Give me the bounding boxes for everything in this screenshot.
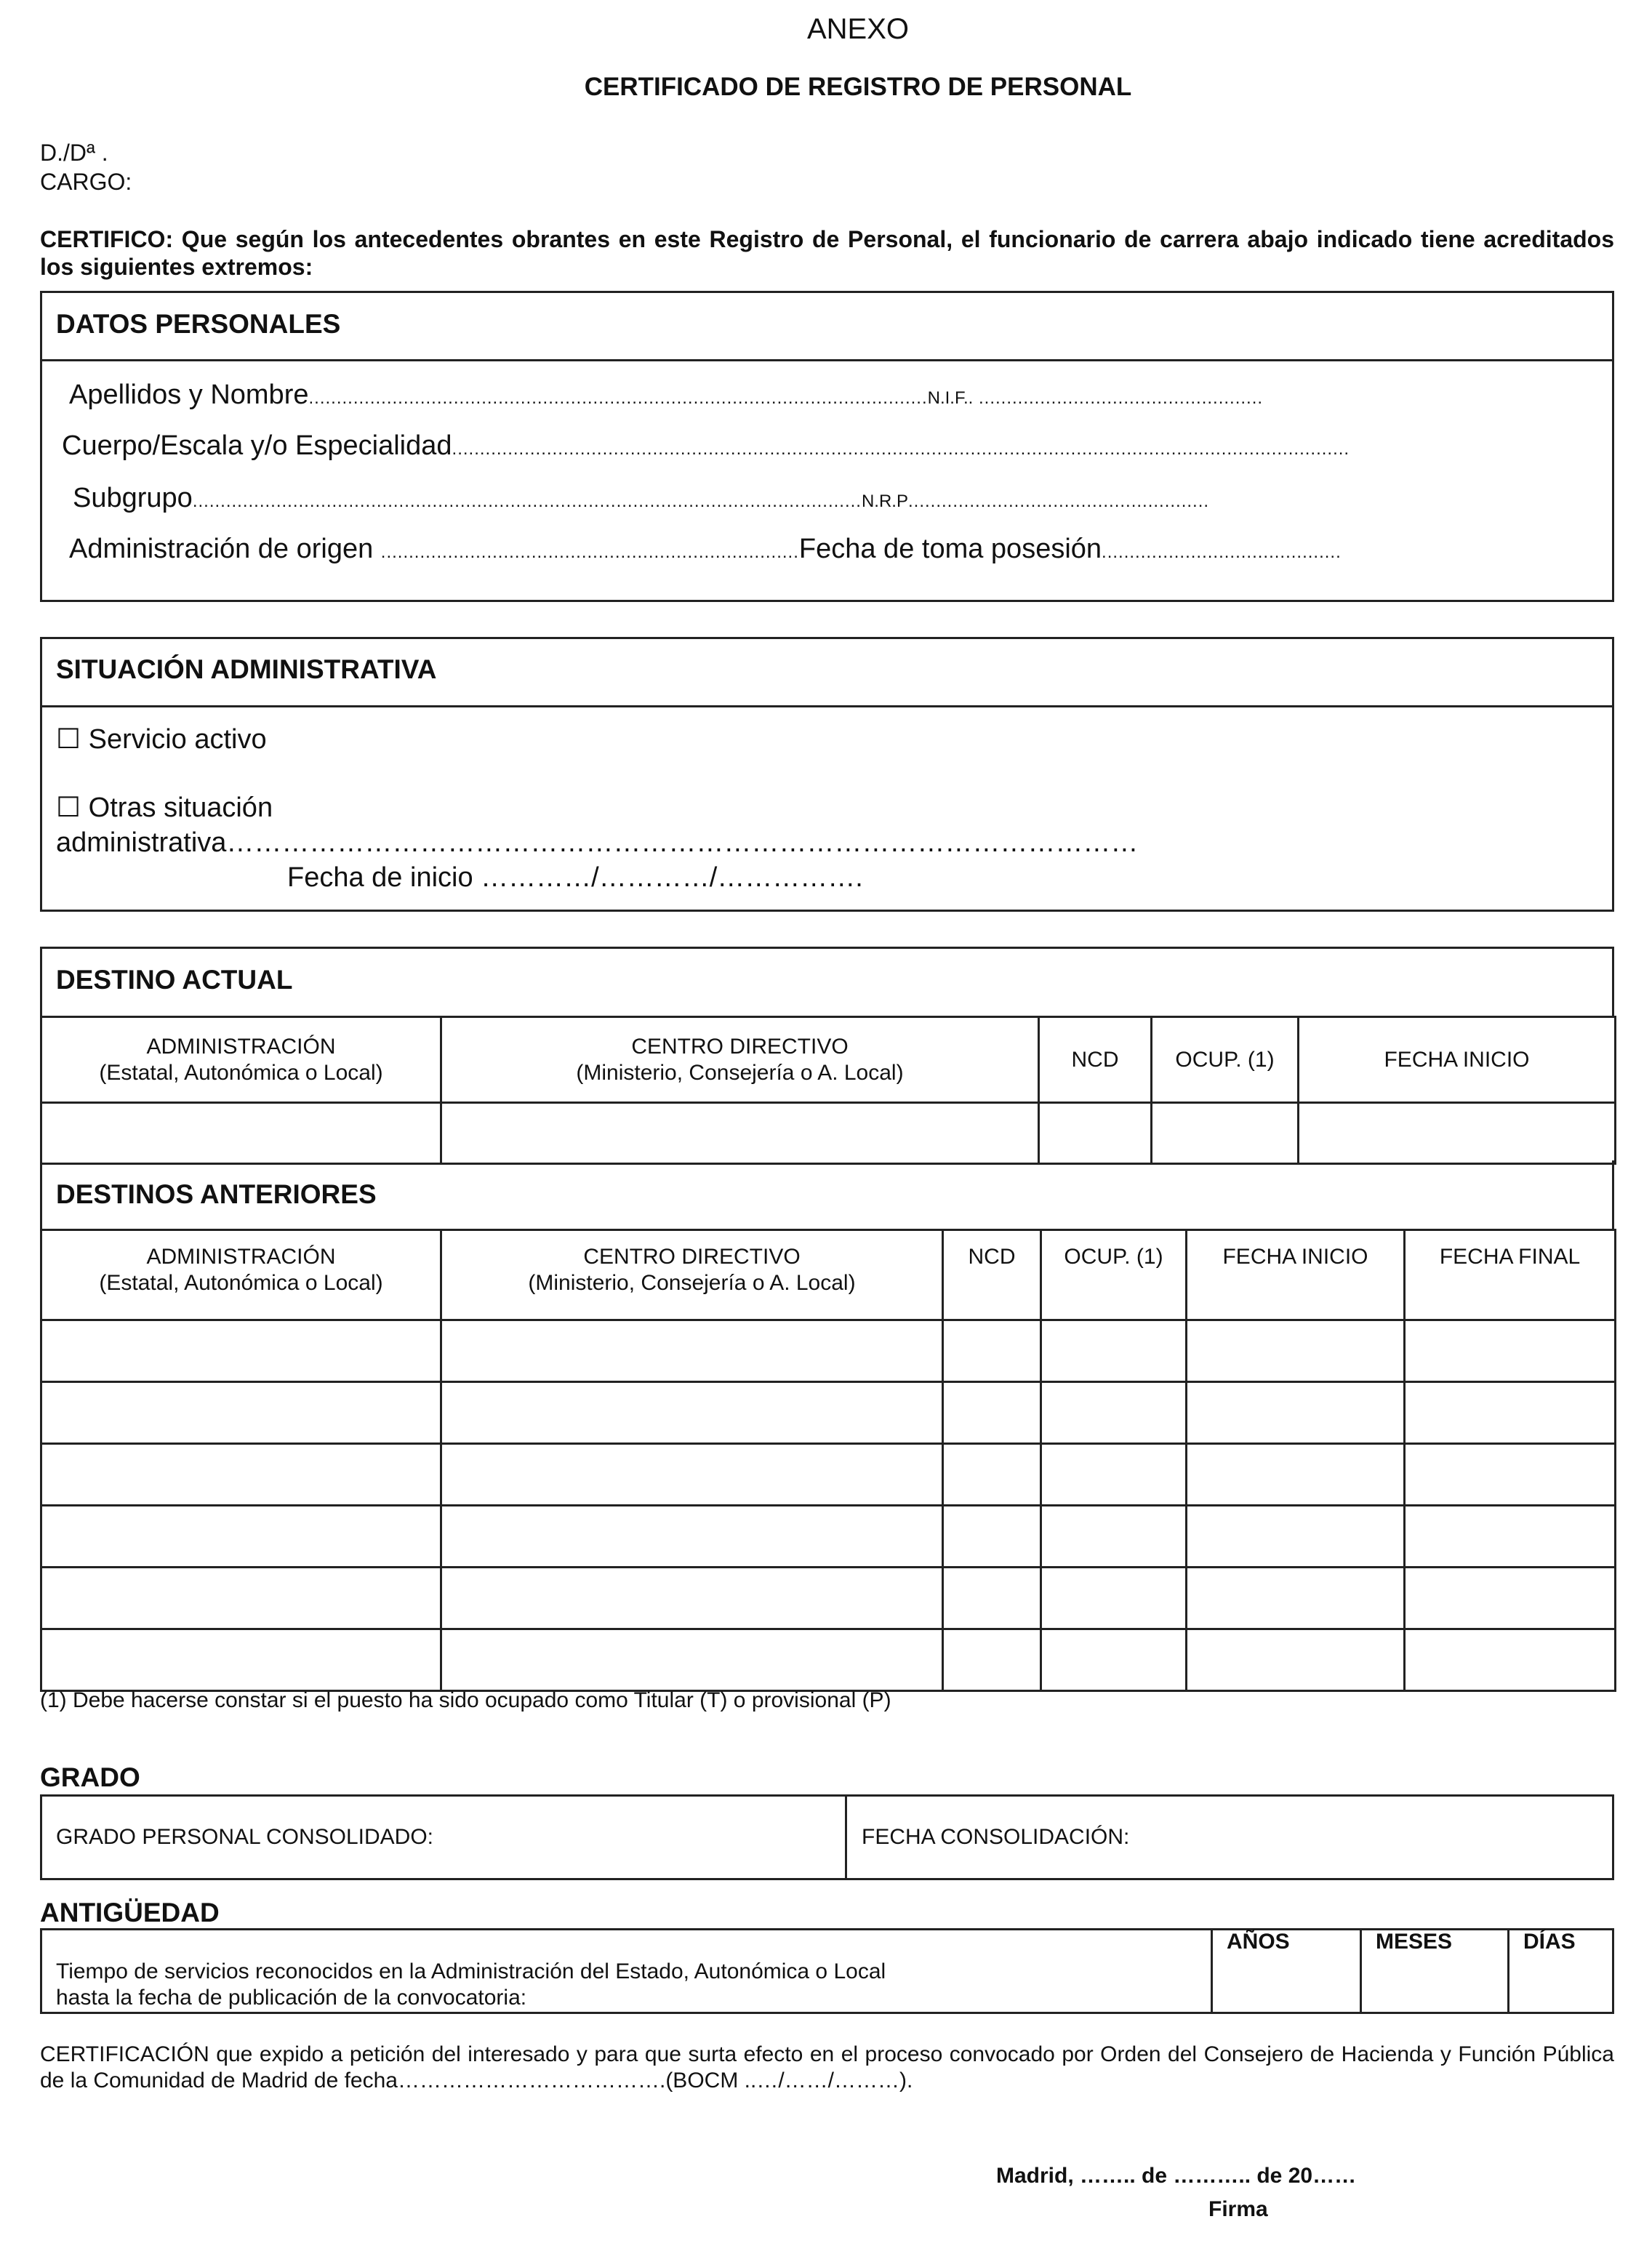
table-cell[interactable] [1187, 1382, 1405, 1444]
document-title: CERTIFICADO DE REGISTRO DE PERSONAL [584, 73, 1132, 101]
destino-actual-title: DESTINO ACTUAL [56, 965, 293, 995]
situacion-title: SITUACIÓN ADMINISTRATIVA [56, 654, 437, 684]
destino-actual-table [40, 1016, 1616, 1165]
ocupacion-footnote: (1) Debe hacerse constar si el puesto ha sido ocupado como Titular (T) o provisional (P) [40, 1688, 891, 1712]
table-cell[interactable] [41, 1444, 441, 1506]
place-date-line: Madrid, …….. de ……….. de 20…… [996, 2164, 1357, 2188]
grado-personal-label: GRADO PERSONAL CONSOLIDADO: [56, 1825, 433, 1849]
table-cell[interactable] [1299, 1103, 1616, 1164]
nrp-dots: ...................................................... [907, 491, 1210, 511]
divider [40, 359, 1614, 361]
divider [1211, 1928, 1213, 2014]
table-cell[interactable] [1405, 1320, 1616, 1382]
admin-origen-label: Administración de origen [69, 534, 381, 564]
table-cell[interactable] [1187, 1506, 1405, 1568]
table-cell[interactable] [1187, 1320, 1405, 1382]
certificacion-statement: CERTIFICACIÓN que expido a petición del interesado y para que surta efecto en el proceso convocado por Orden del Consejero de Hacienda y Función Pública de la Comunidad de Madrid de fecha……………………………….(BOCM ..…/……/………). [40, 2042, 1614, 2092]
col-ocup: OCUP. (1) [1041, 1230, 1187, 1320]
table-cell[interactable] [441, 1320, 943, 1382]
firma-label: Firma [1208, 2197, 1268, 2221]
col-centro-directivo: CENTRO DIRECTIVO (Ministerio, Consejería o A. Local) [441, 1230, 943, 1320]
table-cell[interactable] [943, 1506, 1041, 1568]
col-administracion: ADMINISTRACIÓN (Estatal, Autonómica o Local) [41, 1017, 441, 1103]
table-cell[interactable] [1405, 1568, 1616, 1629]
nif-dots: ................................................... [973, 388, 1264, 408]
destinos-anteriores-title: DESTINOS ANTERIORES [56, 1179, 377, 1209]
subgrupo-dots: ........................................................................................................................ [192, 491, 862, 511]
table-cell[interactable] [441, 1103, 1039, 1164]
certifico-statement: CERTIFICO: Que según los antecedentes obrantes en este Registro de Personal, el funcionario de carrera abajo indicado tiene acreditados los siguientes extremos: [40, 226, 1614, 280]
apellidos-label: Apellidos y Nombre [69, 380, 309, 410]
cuerpo-label: Cuerpo/Escala y/o Especialidad [62, 430, 452, 461]
table-cell[interactable] [1187, 1568, 1405, 1629]
destinos-anteriores-table [40, 1229, 1616, 1692]
table-row[interactable] [41, 1506, 1616, 1568]
otras-situacion-line: administrativa……………………………………………………………………………………… [56, 827, 1139, 858]
admin-origen-field [69, 534, 1342, 565]
table-cell[interactable] [41, 1320, 441, 1382]
table-cell[interactable] [943, 1629, 1041, 1691]
col-fecha-inicio: FECHA INICIO [1187, 1230, 1405, 1320]
col-anos: AÑOS [1227, 1930, 1290, 1954]
table-header-row [41, 1017, 1616, 1103]
table-cell[interactable] [1152, 1103, 1299, 1164]
table-cell[interactable] [41, 1103, 441, 1164]
table-cell[interactable] [1405, 1506, 1616, 1568]
col-ocup: OCUP. (1) [1152, 1017, 1299, 1103]
table-cell[interactable] [441, 1382, 943, 1444]
table-cell[interactable] [943, 1444, 1041, 1506]
nif-label: N.I.F.. [927, 388, 974, 408]
table-cell[interactable] [1187, 1629, 1405, 1691]
table-row[interactable] [41, 1103, 1616, 1164]
admin-origen-dots: ........................................................................... [380, 542, 799, 562]
table-cell[interactable] [41, 1629, 441, 1691]
servicio-activo-option[interactable] [56, 723, 267, 755]
table-header-row [41, 1230, 1616, 1320]
cuerpo-dots: ................................................................................................................................................................. [452, 439, 1350, 459]
subgrupo-label: Subgrupo [73, 483, 193, 513]
table-cell[interactable] [1041, 1382, 1187, 1444]
antiguedad-line-1: Tiempo de servicios reconocidos en la Administración del Estado, Autonómica o Local [56, 1959, 886, 1983]
dda-label: D./Dª . [40, 140, 108, 166]
grado-title: GRADO [40, 1762, 140, 1792]
table-cell[interactable] [943, 1568, 1041, 1629]
divider [1507, 1928, 1509, 2014]
fecha-toma-dots: ........................................... [1102, 542, 1342, 562]
apellidos-dots: ............................................................................................................... [308, 388, 928, 408]
table-cell[interactable] [41, 1382, 441, 1444]
subgrupo-field [73, 483, 1209, 514]
col-meses: MESES [1376, 1930, 1453, 1954]
table-cell[interactable] [441, 1629, 943, 1691]
otras-situacion-option[interactable] [56, 791, 273, 824]
nrp-label: N.R.P [861, 491, 908, 511]
checkbox-icon[interactable]: ☐ [56, 724, 81, 755]
table-row[interactable] [41, 1382, 1616, 1444]
table-cell[interactable] [1041, 1568, 1187, 1629]
antiguedad-title: ANTIGÜEDAD [40, 1898, 220, 1927]
table-cell[interactable] [441, 1444, 943, 1506]
fecha-consolidacion-label: FECHA CONSOLIDACIÓN: [862, 1825, 1130, 1849]
otras-situacion-label: Otras situación [88, 793, 273, 823]
cuerpo-field [62, 430, 1350, 462]
checkbox-icon[interactable]: ☐ [56, 793, 81, 823]
table-row[interactable] [41, 1568, 1616, 1629]
annex-heading: ANEXO [806, 13, 910, 45]
table-cell[interactable] [1041, 1506, 1187, 1568]
table-cell[interactable] [1405, 1629, 1616, 1691]
col-ncd: NCD [1039, 1017, 1152, 1103]
divider [845, 1794, 847, 1880]
table-cell[interactable] [943, 1382, 1041, 1444]
antiguedad-description [56, 1959, 886, 2011]
table-cell[interactable] [1405, 1382, 1616, 1444]
servicio-activo-label: Servicio activo [88, 724, 267, 755]
table-row[interactable] [41, 1629, 1616, 1691]
table-cell[interactable] [1041, 1629, 1187, 1691]
col-fecha-inicio: FECHA INICIO [1299, 1017, 1616, 1103]
table-cell[interactable] [441, 1568, 943, 1629]
table-cell[interactable] [41, 1568, 441, 1629]
antiguedad-line-2: hasta la fecha de publicación de la convocatoria: [56, 1986, 527, 2010]
table-cell[interactable] [1039, 1103, 1152, 1164]
datos-personales-title: DATOS PERSONALES [56, 309, 341, 339]
col-fecha-final: FECHA FINAL [1405, 1230, 1616, 1320]
col-dias: DÍAS [1523, 1930, 1576, 1954]
table-cell[interactable] [943, 1320, 1041, 1382]
apellidos-field [69, 380, 1263, 411]
divider [1360, 1928, 1362, 2014]
divider [40, 705, 1614, 707]
table-cell[interactable] [1041, 1444, 1187, 1506]
col-ncd: NCD [943, 1230, 1041, 1320]
col-administracion: ADMINISTRACIÓN (Estatal, Autonómica o Local) [41, 1230, 441, 1320]
table-cell[interactable] [41, 1506, 441, 1568]
table-row[interactable] [41, 1320, 1616, 1382]
fecha-inicio-line: Fecha de inicio …………/…………/……………. [287, 862, 863, 893]
table-cell[interactable] [1187, 1444, 1405, 1506]
table-cell[interactable] [441, 1506, 943, 1568]
table-cell[interactable] [1405, 1444, 1616, 1506]
table-row[interactable] [41, 1444, 1616, 1506]
table-cell[interactable] [1041, 1320, 1187, 1382]
cargo-label: CARGO: [40, 169, 132, 195]
fecha-toma-label: Fecha de toma posesión [798, 534, 1102, 564]
col-centro-directivo: CENTRO DIRECTIVO (Ministerio, Consejería o A. Local) [441, 1017, 1039, 1103]
